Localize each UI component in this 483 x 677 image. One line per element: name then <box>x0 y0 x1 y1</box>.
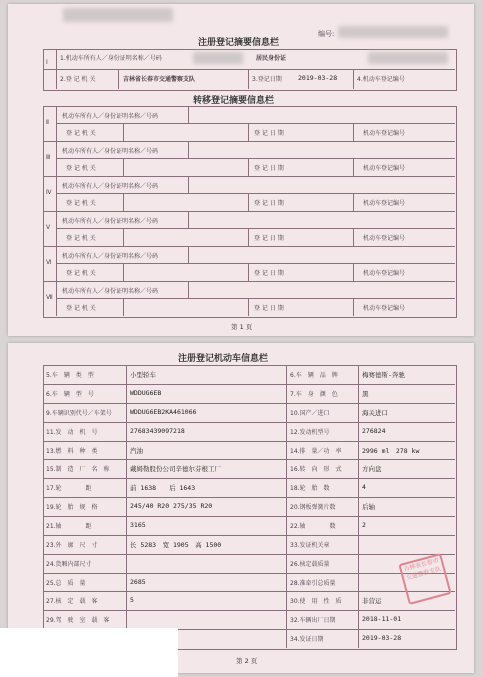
transfer-date-label: 登 记 日 期 <box>254 200 284 207</box>
page-1: 编号: 注册登记摘要信息栏 Ⅰ 1.机动车所有人／身份证明名称／号码 居民身份证 2.登 记 机 关 吉林省长春市交通警察支队 3.登记日期 2019-03-28 4.机动车登记编号 转移登记摘要信息栏 Ⅱ 机动车所有人／身份证明名称／号码 登 记 机 关 登 记 日 期 机动车登记编号 Ⅲ 机动车所有人／身份证明名称／号码 登 记 机 关 登 记 日 期 机动车登记编号 Ⅳ 机动车所有人／身份证明名称／号码 登 记 机 关 登 记 日 期 机动车登记编号 Ⅴ 机动车所有人／身份证明名称／号码 登 记 机 关 登 记 日 期 机动车登记编号 Ⅵ 机动车所有人／身份证明名称／号码 登 记 机 关 登 记 日 期 机动车登记编号 Ⅶ 机动车所有人／身份证明名称／号码 登 记 机 关 登 记 日 期 机动车登记编号 第 1 页 <box>8 4 474 336</box>
vehicle-field-label: 17.轮 距 <box>46 485 92 493</box>
transfer-authority-label: 登 记 机 关 <box>66 200 96 207</box>
vehicle-field-label: 30.使 用 性 质 <box>290 598 342 606</box>
vehicle-field-value: 方向盘 <box>362 465 382 474</box>
transfer-row-index: Ⅱ <box>46 119 49 126</box>
cert-no-label: 4.机动车登记编号 <box>357 76 405 83</box>
transfer-cert-label: 机动车登记编号 <box>363 165 406 172</box>
vehicle-field-label: 33.发证机关章 <box>290 541 330 549</box>
vehicle-field-label: 9.车辆识别代号／车架号 <box>46 409 112 417</box>
transfer-cert-label: 机动车登记编号 <box>363 200 406 207</box>
vehicle-field-value: 27683439097218 <box>130 426 185 435</box>
transfer-authority-label: 登 记 机 关 <box>66 270 96 277</box>
vehicle-field-label: 28.准牵引总质量 <box>290 579 336 587</box>
vehicle-field-value: 2996 ml 278 kw <box>362 446 420 455</box>
authority-label: 2.登 记 机 关 <box>60 76 96 83</box>
vehicle-field-label: 29.驾 驶 室 载 客 <box>46 617 110 625</box>
vehicle-field-label: 23.外 廓 尺 寸 <box>46 541 98 549</box>
transfer-row-index: Ⅴ <box>46 224 51 231</box>
transfer-cert-label: 机动车登记编号 <box>363 270 406 277</box>
redacted-header <box>63 8 173 22</box>
transfer-owner-label: 机动车所有人／身份证明名称／号码 <box>62 253 159 260</box>
reg-date-value: 2019-03-28 <box>298 74 338 82</box>
white-overlay <box>0 628 178 677</box>
authority-value: 吉林省长春市交通警察支队 <box>123 76 196 83</box>
vehicle-field-value: 5 <box>130 596 134 605</box>
transfer-authority-label: 登 记 机 关 <box>66 235 96 242</box>
vehicle-field-value: WDDUG6EB2KA461066 <box>130 407 197 416</box>
transfer-row-index: Ⅲ <box>46 154 51 161</box>
vehicle-field-label: 10.国产／进口 <box>290 409 330 417</box>
vehicle-field-value: 前 1638 后 1643 <box>130 484 196 493</box>
transfer-date-label: 登 记 日 期 <box>254 235 284 242</box>
transfer-cert-label: 机动车登记编号 <box>363 305 406 312</box>
vehicle-field-value: 2 <box>362 520 366 529</box>
owner-label: 1.机动车所有人／身份证明名称／号码 <box>60 55 162 62</box>
vehicle-field-label: 15.制 造 厂 名 称 <box>46 466 110 474</box>
page-2 <box>8 343 474 673</box>
transfer-authority-label: 登 记 机 关 <box>66 305 96 312</box>
vehicle-field-value: 245/40 R20 275/35 R20 <box>130 502 213 511</box>
id-type-value: 居民身份证 <box>256 55 287 62</box>
vehicle-field-value: 汽油 <box>130 446 143 455</box>
transfer-row-index: Ⅵ <box>46 259 52 266</box>
vehicle-field-value: 3165 <box>130 520 146 529</box>
reg-date-label: 3.登记日期 <box>252 76 282 83</box>
transfer-owner-label: 机动车所有人／身份证明名称／号码 <box>62 218 159 225</box>
vehicle-field-value: 2018-11-01 <box>362 615 402 624</box>
vehicle-field-value: 梅赛德斯-奔驰 <box>362 371 405 379</box>
vehicle-field-label: 6.车 辆 型 号 <box>46 390 94 398</box>
vehicle-field-value: 戴姆勒股份公司辛德尔芬根工厂 <box>130 465 221 474</box>
vehicle-field-label: 16.转 向 形 式 <box>290 466 342 474</box>
vehicle-field-value: 2019-03-28 <box>362 634 402 643</box>
vehicle-field-label: 11.发 动 机 号 <box>46 428 98 436</box>
transfer-summary-title: 转移登记摘要信息栏 <box>193 96 275 106</box>
redacted-number <box>338 26 448 38</box>
vehicle-field-label: 6.车 辆 品 牌 <box>290 372 338 379</box>
vehicle-field-value: 非营运 <box>362 597 382 606</box>
transfer-row-index: Ⅶ <box>46 294 53 301</box>
vehicle-field-label: 27.核 定 载 客 <box>46 598 98 606</box>
vehicle-info-title: 注册登记机动车信息栏 <box>178 354 269 364</box>
vehicle-field-label: 25.总 质 量 <box>46 579 86 587</box>
number-label: 编号: <box>318 30 335 38</box>
vehicle-field-label: 13.燃 料 种 类 <box>46 447 98 455</box>
vehicle-field-label: 21.轴 距 <box>46 522 92 530</box>
transfer-authority-label: 登 记 机 关 <box>66 165 96 172</box>
vehicle-field-label: 20.钢板弹簧片数 <box>290 504 336 512</box>
transfer-date-label: 登 记 日 期 <box>254 165 284 172</box>
transfer-owner-label: 机动车所有人／身份证明名称／号码 <box>62 148 159 155</box>
transfer-owner-label: 机动车所有人／身份证明名称／号码 <box>62 288 159 295</box>
vehicle-field-label: 24.货厢内部尺寸 <box>46 560 92 568</box>
vehicle-field-label: 19.轮 胎 规 格 <box>46 504 98 512</box>
vehicle-field-value: 长 5283 宽 1905 高 1500 <box>130 540 222 549</box>
transfer-cert-label: 机动车登记编号 <box>363 235 406 242</box>
vehicle-field-label: 32.车辆出厂日期 <box>290 617 336 625</box>
authority-stamp: 吉林省长春市交通警察支队 <box>398 553 451 605</box>
transfer-date-label: 登 记 日 期 <box>254 305 284 312</box>
vehicle-field-label: 34.发证日期 <box>290 636 324 644</box>
vehicle-field-value: 2685 <box>130 577 146 586</box>
transfer-cert-label: 机动车登记编号 <box>363 130 406 137</box>
vehicle-field-label: 5.车 辆 类 型 <box>46 372 94 379</box>
vehicle-field-value: WDDUG6EB <box>130 388 162 397</box>
vehicle-field-value: 黑 <box>362 389 369 398</box>
vehicle-field-label: 26.核定载质量 <box>290 560 330 568</box>
transfer-row-index: Ⅳ <box>46 189 52 196</box>
vehicle-field-value: 4 <box>362 483 366 492</box>
transfer-authority-label: 登 记 机 关 <box>66 130 96 137</box>
transfer-date-label: 登 记 日 期 <box>254 270 284 277</box>
transfer-owner-label: 机动车所有人／身份证明名称／号码 <box>62 183 159 190</box>
vehicle-field-label: 14.排 量／功 率 <box>290 447 342 455</box>
vehicle-field-value: 276824 <box>362 426 386 435</box>
vehicle-field-value: 后轴 <box>362 503 375 512</box>
transfer-date-label: 登 记 日 期 <box>254 130 284 137</box>
vehicle-field-label: 22.轴 数 <box>290 522 336 530</box>
registration-summary-title: 注册登记摘要信息栏 <box>198 38 280 48</box>
page-1-number: 第 1 页 <box>231 323 253 331</box>
vehicle-field-value: 海关进口 <box>362 408 388 417</box>
vehicle-field-label: 7.车 身 颜 色 <box>290 390 338 398</box>
transfer-owner-label: 机动车所有人／身份证明名称／号码 <box>62 113 159 120</box>
vehicle-field-label: 12.发动机型号 <box>290 428 330 436</box>
vehicle-field-label: 18.轮 胎 数 <box>290 485 330 493</box>
vehicle-field-value: 小型轿车 <box>130 371 156 379</box>
page-2-number: 第 2 页 <box>236 657 258 665</box>
